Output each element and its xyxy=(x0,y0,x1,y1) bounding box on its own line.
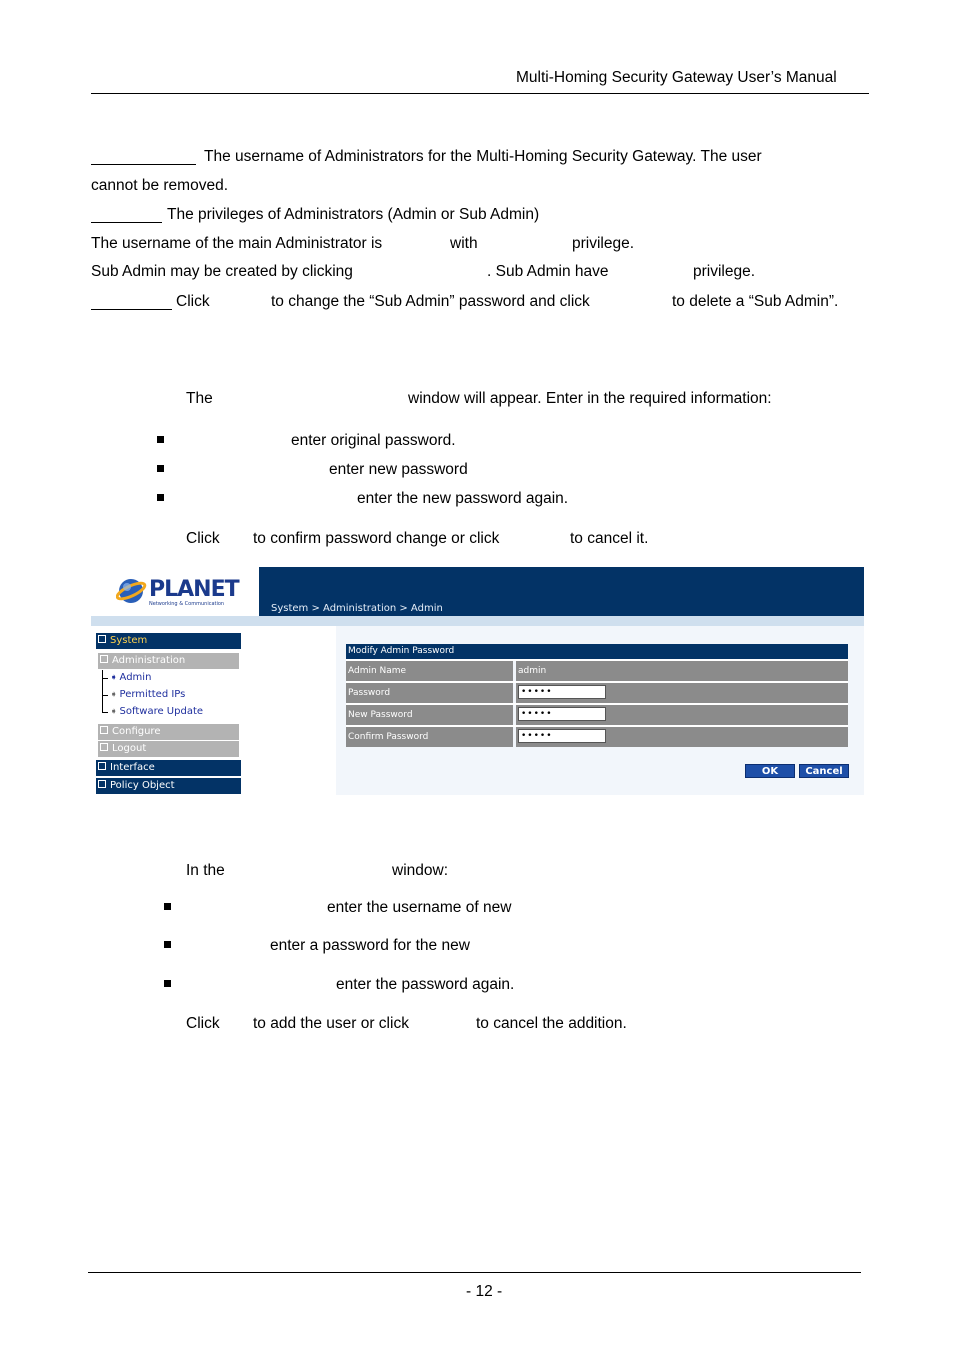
admin-name-value: admin xyxy=(516,661,848,681)
nav-administration[interactable]: Administration xyxy=(98,653,239,669)
nav-admin[interactable]: ➧ Admin xyxy=(110,672,152,683)
planet-logo xyxy=(116,573,239,609)
paragraph-configure-c: to delete a “Sub Admin”. xyxy=(672,293,839,310)
nav-policy-object[interactable]: Policy Object xyxy=(96,778,241,794)
nav-system[interactable]: System xyxy=(96,633,241,649)
bullet-marker xyxy=(157,436,164,443)
bullet-new-password: enter new password xyxy=(329,461,468,478)
add-click-c: to cancel the addition. xyxy=(476,1015,627,1032)
arrow-right-icon: ➧ xyxy=(110,690,118,700)
term-underline-name xyxy=(91,164,196,165)
bullet-old-password: enter original password. xyxy=(291,432,456,449)
bullet-marker xyxy=(157,465,164,472)
expand-icon xyxy=(100,726,108,734)
paragraph-sub-admin-c: privilege. xyxy=(693,263,756,280)
new-password-label: New Password xyxy=(346,705,513,725)
modify-click-a: Click xyxy=(186,530,220,547)
globe-icon xyxy=(116,575,148,607)
tree-line xyxy=(102,678,108,679)
add-intro-b: window: xyxy=(392,862,448,879)
tree-line xyxy=(102,670,103,712)
paragraph-name-line1: The username of Administrators for the Multi-Homing Security Gateway. The user xyxy=(204,148,762,165)
paragraph-privilege: The privileges of Administrators (Admin or Sub Admin) xyxy=(167,206,540,223)
add-click-b: to add the user or click xyxy=(253,1015,409,1032)
modify-click-b: to confirm password change or click xyxy=(253,530,500,547)
add-intro-a: In the xyxy=(186,862,225,879)
admin-name-label: Admin Name xyxy=(346,661,513,681)
paragraph-main-admin-c: privilege. xyxy=(572,235,635,252)
nav-configure[interactable]: Configure xyxy=(98,724,239,740)
form-title: Modify Admin Password xyxy=(346,644,848,659)
modify-admin-password-form xyxy=(346,644,848,747)
modify-intro-a: The xyxy=(186,390,213,407)
cancel-button[interactable]: Cancel xyxy=(799,764,849,778)
confirm-password-label: Confirm Password xyxy=(346,727,513,747)
password-label: Password xyxy=(346,683,513,703)
add-click-a: Click xyxy=(186,1015,220,1032)
expand-icon xyxy=(98,762,106,770)
form-row-admin-name xyxy=(346,659,848,681)
term-underline-configure xyxy=(91,309,172,310)
footer-rule xyxy=(88,1272,861,1273)
logo-tagline: Networking & Communication xyxy=(149,601,225,607)
page-number: - 12 - xyxy=(466,1283,503,1300)
header-rule xyxy=(91,93,869,94)
form-row-new-password xyxy=(346,703,848,725)
arrow-right-icon: ➧ xyxy=(110,673,118,683)
tree-line xyxy=(102,712,108,713)
breadcrumb: System > Administration > Admin xyxy=(271,603,443,614)
ok-button[interactable]: OK xyxy=(745,764,795,778)
running-header: Multi-Homing Security Gateway User’s Manual xyxy=(516,69,837,86)
bullet-sub-admin-password: enter a password for the new xyxy=(270,937,470,954)
logo-wordmark: PLANET xyxy=(149,577,239,602)
paragraph-main-admin-b: with xyxy=(450,235,478,252)
collapse-icon xyxy=(100,655,108,663)
nav-permitted-ips[interactable]: ➧ Permitted IPs xyxy=(110,689,186,700)
paragraph-name-line2: cannot be removed. xyxy=(91,177,229,194)
tree-line xyxy=(102,695,108,696)
bullet-sub-admin-name: enter the username of new xyxy=(327,899,512,916)
arrow-right-icon: ➧ xyxy=(110,707,118,717)
expand-icon xyxy=(98,780,106,788)
paragraph-sub-admin-b: . Sub Admin have xyxy=(487,263,609,280)
bullet-marker xyxy=(164,941,171,948)
bullet-sub-admin-confirm: enter the password again. xyxy=(336,976,515,993)
nav-logout[interactable]: Logout xyxy=(98,741,239,757)
modify-click-c: to cancel it. xyxy=(570,530,649,547)
form-row-confirm-password xyxy=(346,725,848,747)
nav-software-update[interactable]: ➧ Software Update xyxy=(110,706,204,717)
nav-interface[interactable]: Interface xyxy=(96,760,241,776)
confirm-password-input[interactable]: ••••• xyxy=(518,729,606,743)
paragraph-configure-b: to change the “Sub Admin” password and click xyxy=(271,293,590,310)
form-row-password xyxy=(346,681,848,703)
paragraph-main-admin-a: The username of the main Administrator is xyxy=(91,235,383,252)
password-input[interactable]: ••••• xyxy=(518,685,606,699)
banner-separator xyxy=(91,616,864,626)
new-password-input[interactable]: ••••• xyxy=(518,707,606,721)
bullet-marker xyxy=(164,903,171,910)
paragraph-sub-admin-a: Sub Admin may be created by clicking xyxy=(91,263,353,280)
bullet-marker xyxy=(164,980,171,987)
modify-intro-b: window will appear. Enter in the required information: xyxy=(408,390,772,407)
collapse-icon xyxy=(98,635,106,643)
admin-password-screenshot xyxy=(91,567,864,795)
expand-icon xyxy=(100,743,108,751)
paragraph-configure-a: Click xyxy=(176,293,210,310)
term-underline-privilege xyxy=(91,222,162,223)
bullet-confirm-password: enter the new password again. xyxy=(357,490,569,507)
bullet-marker xyxy=(157,494,164,501)
